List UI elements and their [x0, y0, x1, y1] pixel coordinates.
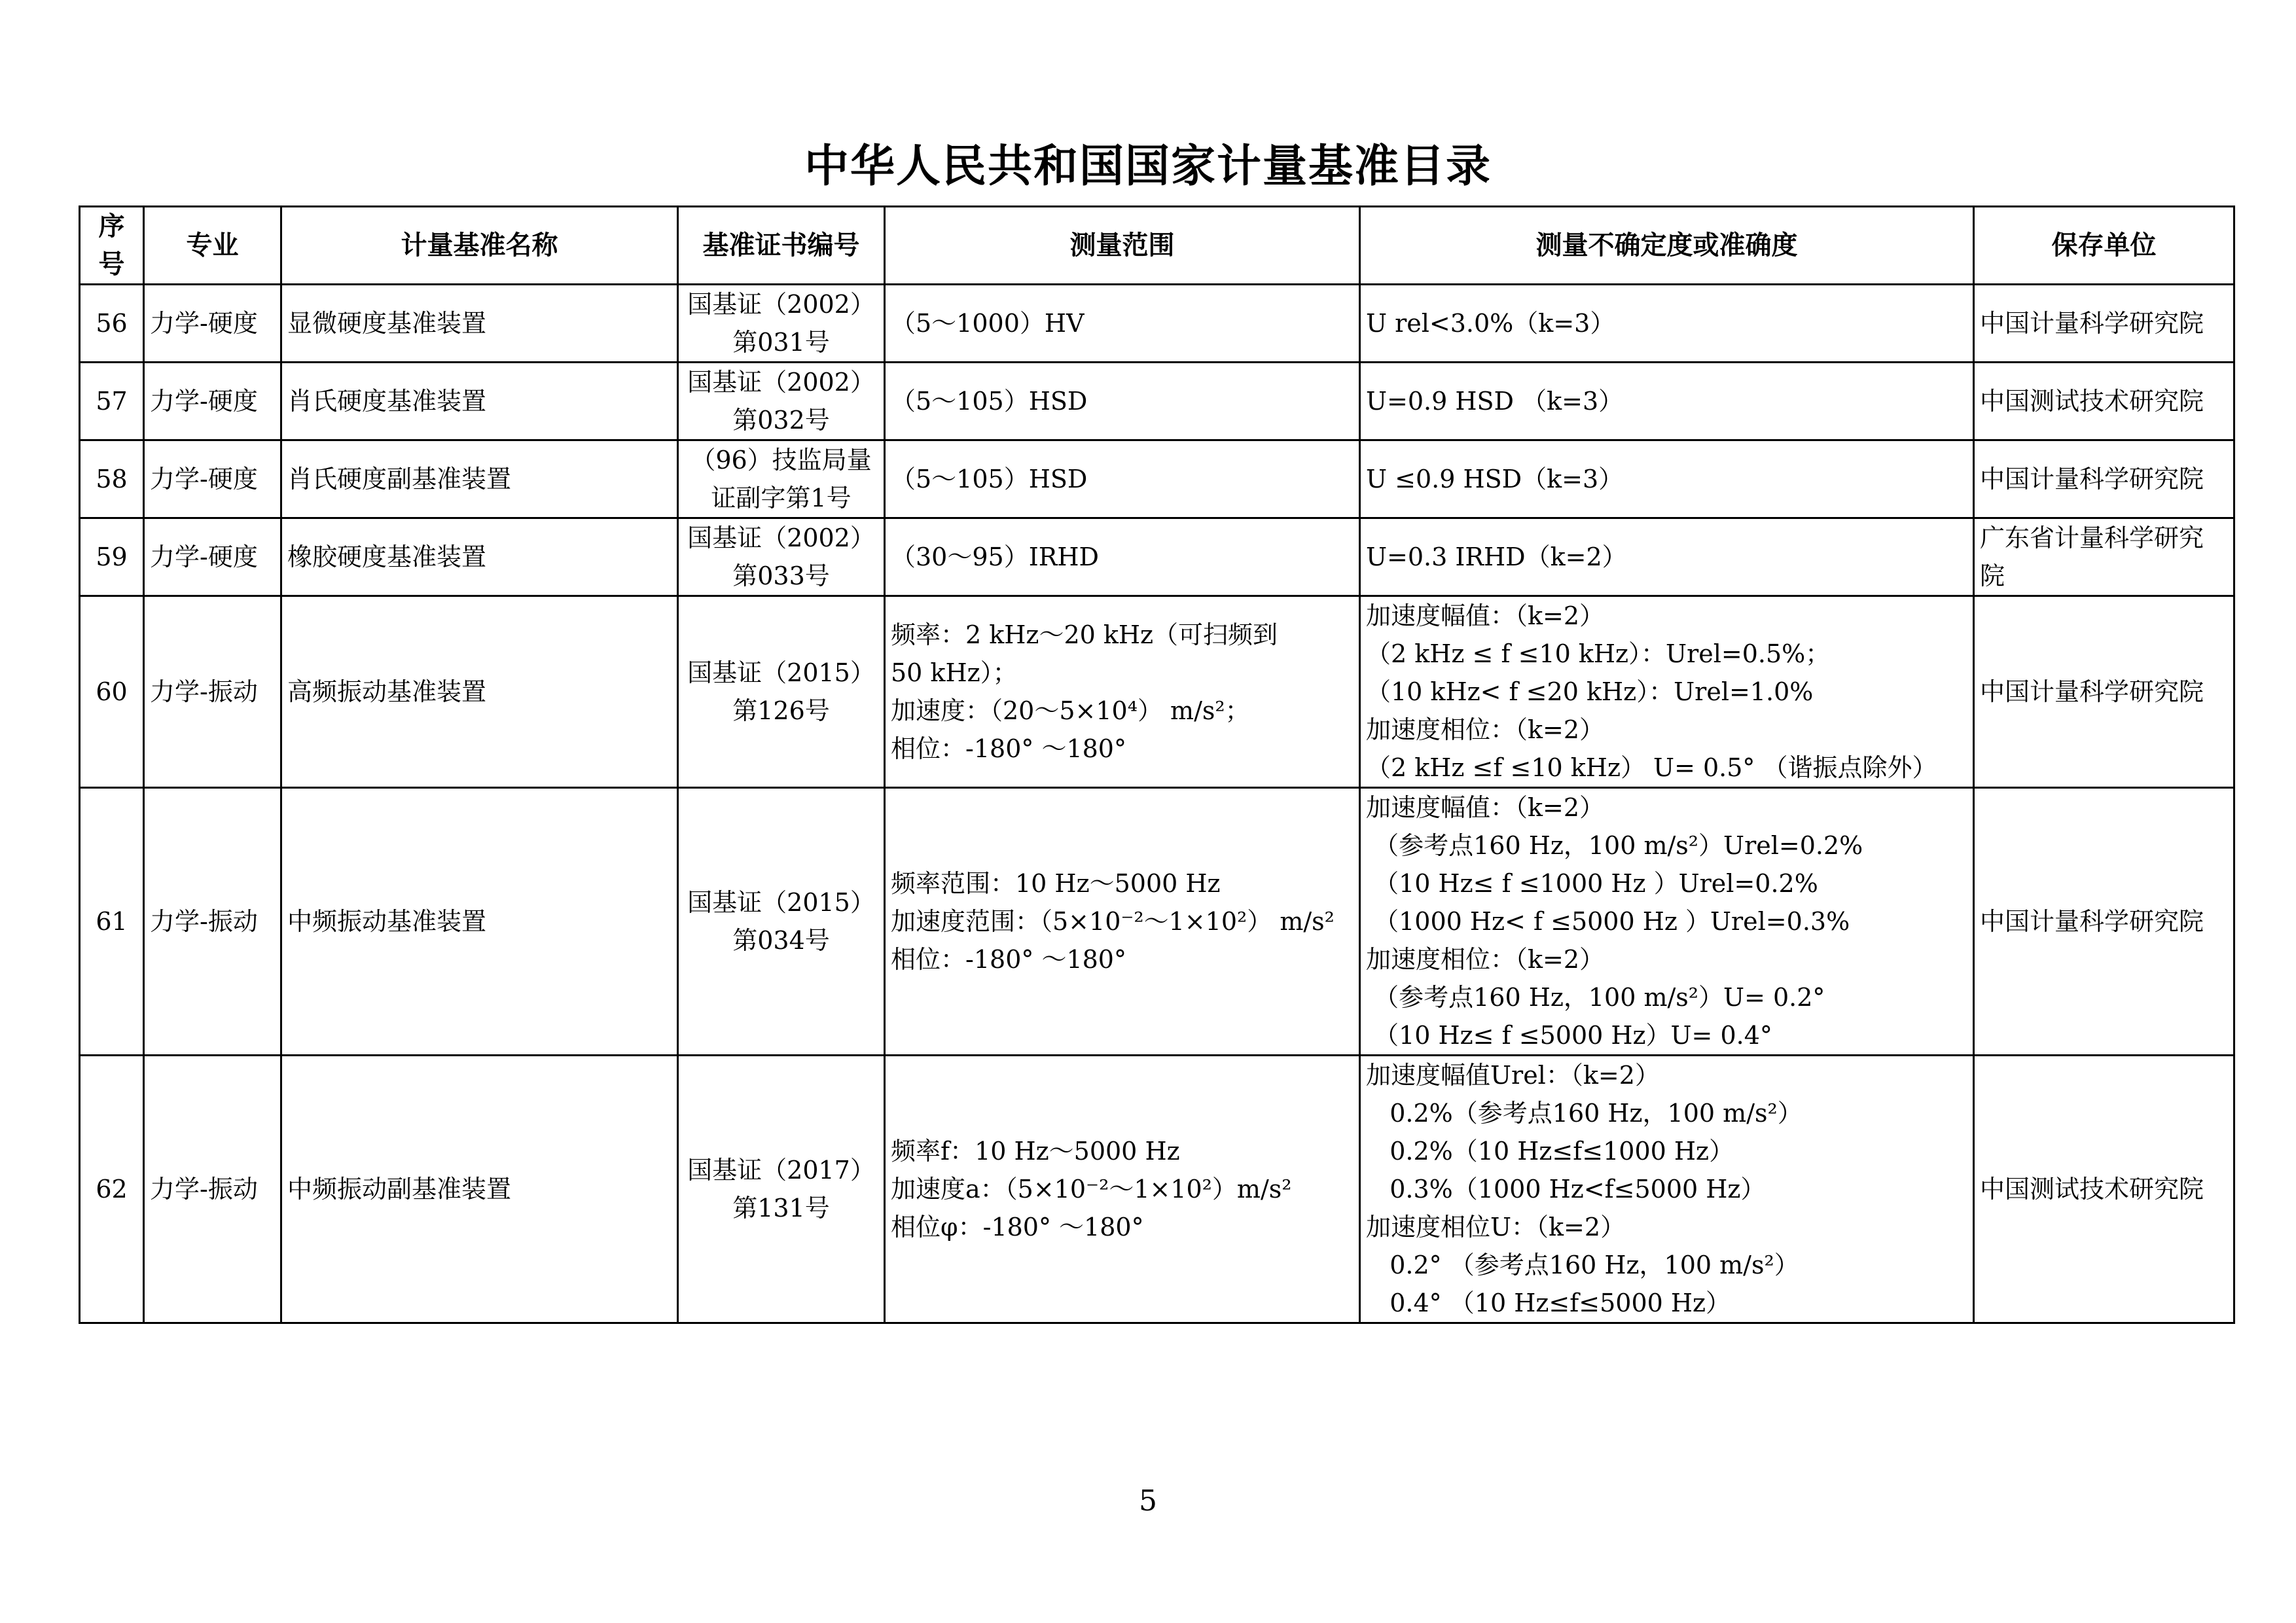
cert-text: 国基证（2017） 第131号 — [687, 1156, 875, 1222]
header-major: 专业 — [144, 207, 281, 285]
range-text: 频率：2 kHz～20 kHz（可扫频到 50 kHz）； 加速度：（20～5×10⁴） m/s²； 相位：-180° ～180° — [891, 620, 1278, 763]
cell-major: 力学-振动 — [144, 788, 281, 1056]
cell-name: 肖氏硬度副基准装置 — [281, 440, 678, 518]
cert-text: 国基证（2002） 第033号 — [687, 524, 875, 590]
cell-uncertainty — [1360, 1056, 1974, 1323]
cell-no: 57 — [80, 363, 144, 440]
range-text: 频率范围：10 Hz～5000 Hz 加速度范围：（5×10⁻²～1×10²） m/s² 相位：-180° ～180° — [891, 869, 1335, 974]
cell-major: 力学-硬度 — [144, 518, 281, 596]
cell-cert — [678, 518, 885, 596]
cell-name: 显微硬度基准装置 — [281, 285, 678, 363]
uncertainty-text: 加速度幅值：（k=2） （2 kHz ≤ f ≤10 kHz）：Urel=0.5%； （10 kHz< f ≤20 kHz）：Urel=1.0% 加速度相位：（k=2） （2 kHz ≤f ≤10 kHz） U= 0.5° （谐振点除外） — [1366, 601, 1937, 782]
cell-range — [885, 596, 1360, 788]
cell-organization — [1974, 788, 2234, 1056]
cert-text: 国基证（2002） 第032号 — [687, 368, 875, 435]
cert-text: 国基证（2015） 第034号 — [687, 888, 875, 955]
organization-text: 广东省计量科学研究 院 — [1980, 524, 2204, 590]
header-name: 计量基准名称 — [281, 207, 678, 285]
page-title: 中华人民共和国国家计量基准目录 — [804, 140, 1492, 192]
cell-name: 橡胶硬度基准装置 — [281, 518, 678, 596]
cell-major: 力学-振动 — [144, 1056, 281, 1323]
cell-no: 60 — [80, 596, 144, 788]
cell-uncertainty — [1360, 363, 1974, 440]
organization-text: 中国计量科学研究院 — [1980, 465, 2204, 493]
uncertainty-text: U ≤0.9 HSD（k=3） — [1366, 465, 1624, 493]
cell-major: 力学-硬度 — [144, 363, 281, 440]
cert-text: 国基证（2002） 第031号 — [687, 290, 875, 357]
cell-major: 力学-硬度 — [144, 440, 281, 518]
cell-uncertainty — [1360, 596, 1974, 788]
cell-uncertainty — [1360, 440, 1974, 518]
cell-organization — [1974, 518, 2234, 596]
uncertainty-text: 加速度幅值：（k=2） （参考点160 Hz，100 m/s²）Urel=0.2% （10 Hz≤ f ≤1000 Hz ）Urel=0.2% （1000 Hz< f ≤5000 Hz ）Urel=0.3% 加速度相位：（k=2） （参考点160 Hz，100 m/s²）U= 0.2° （10 Hz≤ f ≤5000 Hz）U= 0.4° — [1366, 793, 1863, 1050]
header-range: 测量范围 — [885, 207, 1360, 285]
organization-text: 中国计量科学研究院 — [1980, 907, 2204, 936]
uncertainty-text: U=0.3 IRHD（k=2） — [1366, 543, 1627, 571]
organization-text: 中国测试技术研究院 — [1980, 387, 2204, 416]
cell-organization — [1974, 440, 2234, 518]
header-cert: 基准证书编号 — [678, 207, 885, 285]
cell-uncertainty — [1360, 788, 1974, 1056]
cell-range — [885, 440, 1360, 518]
table-row — [80, 518, 2234, 596]
cell-range — [885, 788, 1360, 1056]
cell-no: 59 — [80, 518, 144, 596]
cell-uncertainty — [1360, 285, 1974, 363]
table-header-row — [80, 207, 2234, 285]
page-number: 5 — [1139, 1484, 1157, 1518]
organization-text: 中国计量科学研究院 — [1980, 677, 2204, 706]
cell-organization — [1974, 363, 2234, 440]
table-row — [80, 596, 2234, 788]
cell-organization — [1974, 596, 2234, 788]
cell-name: 中频振动副基准装置 — [281, 1056, 678, 1323]
table-row — [80, 788, 2234, 1056]
uncertainty-text: 加速度幅值Urel：（k=2） 0.2%（参考点160 Hz，100 m/s²） 0.2%（10 Hz≤f≤1000 Hz） 0.3%（1000 Hz<f≤5000 Hz） 加速度相位U：（k=2） 0.2° （参考点160 Hz，100 m/s²） 0.4° （10 Hz≤f≤5000 Hz） — [1366, 1061, 1803, 1317]
table-row — [80, 1056, 2234, 1323]
range-text: （5～105）HSD — [891, 465, 1088, 493]
cell-range — [885, 1056, 1360, 1323]
metrology-standards-table — [79, 205, 2235, 1324]
range-text: 频率f：10 Hz～5000 Hz 加速度a：（5×10⁻²～1×10²）m/s² 相位φ：-180° ～180° — [891, 1137, 1292, 1241]
cell-cert — [678, 596, 885, 788]
cert-text: 国基证（2015） 第126号 — [687, 658, 875, 725]
cell-range — [885, 518, 1360, 596]
range-text: （5～105）HSD — [891, 387, 1088, 416]
header-uncertainty: 测量不确定度或准确度 — [1360, 207, 1974, 285]
cell-cert — [678, 1056, 885, 1323]
table-row — [80, 285, 2234, 363]
header-no: 序号 — [80, 207, 144, 285]
cell-major: 力学-振动 — [144, 596, 281, 788]
range-text: （30～95）IRHD — [891, 543, 1099, 571]
cell-no: 56 — [80, 285, 144, 363]
table-row — [80, 440, 2234, 518]
cell-uncertainty — [1360, 518, 1974, 596]
cell-name: 高频振动基准装置 — [281, 596, 678, 788]
cell-cert — [678, 440, 885, 518]
uncertainty-text: U=0.9 HSD （k=3） — [1366, 387, 1624, 416]
cell-major: 力学-硬度 — [144, 285, 281, 363]
cell-cert — [678, 363, 885, 440]
table-row — [80, 363, 2234, 440]
organization-text: 中国计量科学研究院 — [1980, 309, 2204, 338]
uncertainty-text: U rel<3.0%（k=3） — [1366, 309, 1615, 338]
cell-cert — [678, 285, 885, 363]
cell-no: 58 — [80, 440, 144, 518]
header-organization: 保存单位 — [1974, 207, 2234, 285]
cert-text: （96）技监局量 证副字第1号 — [691, 446, 872, 512]
cell-no: 61 — [80, 788, 144, 1056]
cell-name: 中频振动基准装置 — [281, 788, 678, 1056]
cell-no: 62 — [80, 1056, 144, 1323]
organization-text: 中国测试技术研究院 — [1980, 1175, 2204, 1204]
cell-organization — [1974, 285, 2234, 363]
cell-organization — [1974, 1056, 2234, 1323]
cell-cert — [678, 788, 885, 1056]
cell-name: 肖氏硬度基准装置 — [281, 363, 678, 440]
cell-range — [885, 285, 1360, 363]
cell-range — [885, 363, 1360, 440]
range-text: （5～1000）HV — [891, 309, 1085, 338]
